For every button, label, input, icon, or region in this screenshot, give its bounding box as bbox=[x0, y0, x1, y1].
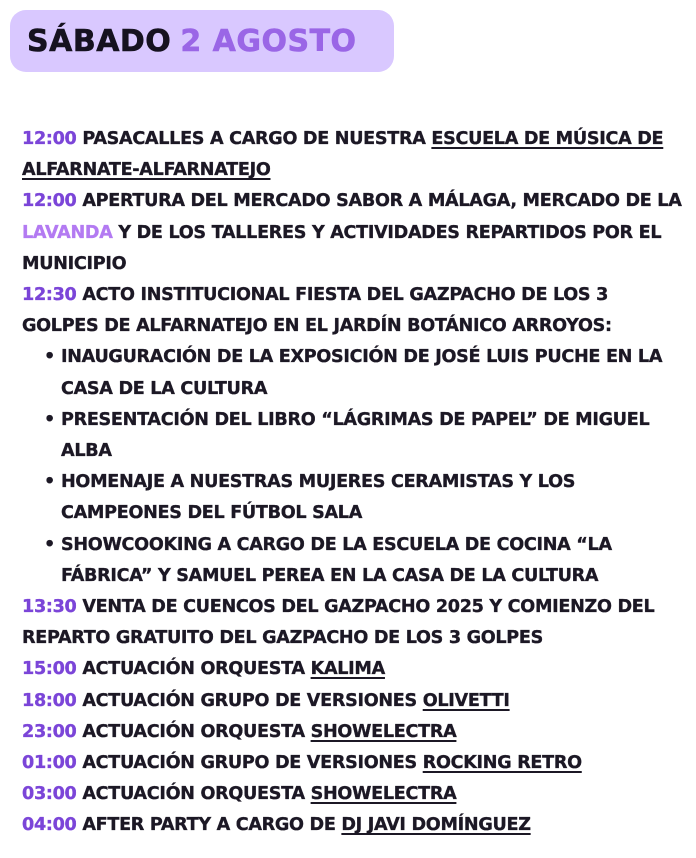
event-item bbox=[22, 592, 690, 654]
event-item bbox=[22, 654, 690, 685]
event-link[interactable]: ESCUELA DE MÚSICA DE ALFARNATE-ALFARNATEJO bbox=[22, 129, 664, 181]
sub-event-text: SHOWCOOKING A CARGO DE LA ESCUELA DE COCINA “LA FÁBRICA” Y SAMUEL PEREA EN LA CASA DE LA CULTURA bbox=[61, 534, 612, 586]
event-text: AFTER PARTY A CARGO DE bbox=[76, 815, 342, 836]
event-time: 03:00 bbox=[22, 784, 77, 805]
sub-event-text: HOMENAJE A NUESTRAS MUJERES CERAMISTAS Y LOS CAMPEONES DEL FÚTBOL SALA bbox=[61, 472, 576, 524]
title-date: 2 AGOSTO bbox=[180, 23, 357, 59]
event-text: VENTA DE CUENCOS DEL GAZPACHO 2025 Y COMIENZO DEL REPARTO GRATUITO DEL GAZPACHO DE LOS 3 GOLPES bbox=[22, 597, 655, 649]
event-text: ACTO INSTITUCIONAL FIESTA DEL GAZPACHO DE LOS 3 GOLPES DE ALFARNATEJO EN EL JARDÍN BOTÁNICO ARROYOS: bbox=[22, 285, 612, 337]
event-text: Y DE LOS TALLERES Y ACTIVIDADES REPARTIDOS POR EL MUNICIPIO bbox=[22, 222, 662, 274]
event-item bbox=[22, 810, 690, 841]
event-text: ACTUACIÓN GRUPO DE VERSIONES bbox=[76, 690, 423, 711]
event-item bbox=[22, 779, 690, 810]
sub-event-item bbox=[44, 530, 690, 592]
event-text: ACTUACIÓN ORQUESTA bbox=[76, 721, 311, 742]
event-time: 13:30 bbox=[22, 597, 77, 618]
event-text: PASACALLES A CARGO DE NUESTRA bbox=[76, 129, 432, 149]
event-time: 15:00 bbox=[22, 659, 77, 680]
event-time: 18:00 bbox=[22, 690, 77, 711]
event-time: 12:30 bbox=[22, 285, 77, 306]
event-text: ACTUACIÓN ORQUESTA bbox=[76, 659, 311, 680]
sub-event-item bbox=[44, 467, 690, 529]
event-link[interactable]: OLIVETTI bbox=[422, 690, 510, 711]
event-link[interactable]: DJ JAVI DOMÍNGUEZ bbox=[341, 815, 531, 836]
event-link[interactable]: ROCKING RETRO bbox=[422, 753, 582, 774]
bullet-icon: • bbox=[44, 472, 55, 493]
sub-event-text: PRESENTACIÓN DEL LIBRO “LÁGRIMAS DE PAPEL” DE MIGUEL ALBA bbox=[61, 409, 650, 462]
event-item bbox=[22, 717, 690, 748]
event-time: 01:00 bbox=[22, 753, 77, 774]
event-text: ACTUACIÓN ORQUESTA bbox=[76, 784, 311, 805]
event-time: 12:00 bbox=[22, 129, 77, 149]
title-day: SÁBADO bbox=[27, 23, 172, 59]
sub-event-item bbox=[44, 342, 690, 404]
event-item bbox=[22, 124, 690, 186]
event-item bbox=[22, 186, 690, 280]
bullet-icon: • bbox=[44, 409, 55, 430]
sub-event-item bbox=[44, 405, 690, 467]
bullet-icon: • bbox=[44, 347, 55, 368]
sub-event-text: INAUGURACIÓN DE LA EXPOSICIÓN DE JOSÉ LUIS PUCHE EN LA CASA DE LA CULTURA bbox=[61, 347, 663, 399]
event-time: 12:00 bbox=[22, 191, 77, 212]
event-text: APERTURA DEL MERCADO SABOR A MÁLAGA, MERCADO DE LA bbox=[76, 191, 682, 212]
bullet-icon: • bbox=[44, 534, 55, 555]
event-link[interactable]: KALIMA bbox=[310, 659, 385, 680]
event-item bbox=[22, 686, 690, 717]
page-title bbox=[10, 10, 394, 72]
event-item bbox=[22, 280, 690, 342]
event-text: ACTUACIÓN GRUPO DE VERSIONES bbox=[76, 753, 423, 774]
sub-event-list bbox=[22, 342, 690, 592]
lavanda-highlight: LAVANDA bbox=[22, 222, 113, 243]
event-link[interactable]: SHOWELECTRA bbox=[310, 721, 457, 742]
event-item bbox=[22, 748, 690, 779]
event-time: 23:00 bbox=[22, 721, 77, 742]
event-link[interactable]: SHOWELECTRA bbox=[310, 784, 457, 805]
program-list bbox=[22, 124, 690, 842]
event-time: 04:00 bbox=[22, 815, 77, 836]
